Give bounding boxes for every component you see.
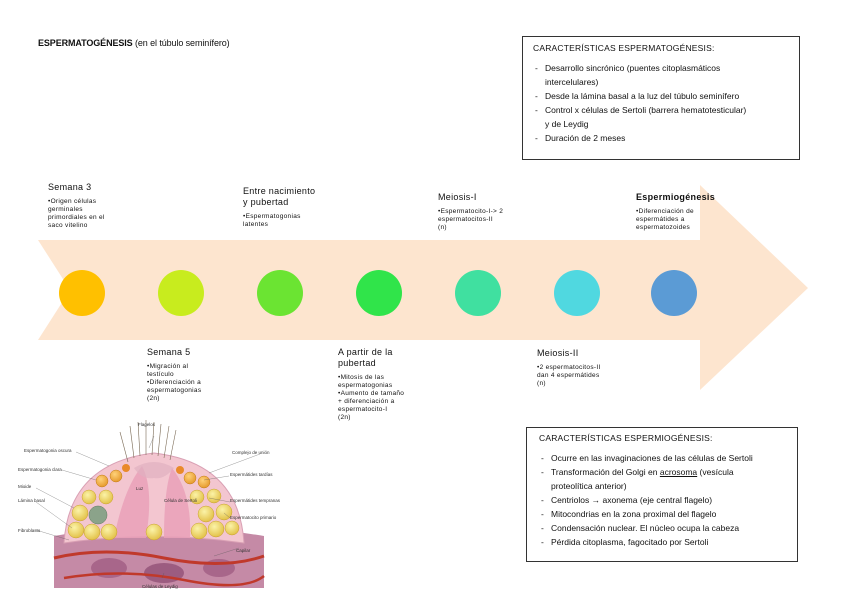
title-sub: (en el túbulo seminífero) <box>135 38 230 48</box>
stage-point: dan 4 espermátides <box>537 372 600 379</box>
illus-label: Espermatocito primario <box>230 515 277 520</box>
stage-heading: Semana 3 <box>48 182 92 192</box>
illus-label: Espermátides tempranas <box>230 498 281 503</box>
illus-label: Espermatogonia oscura <box>24 448 72 453</box>
seminiferous-tubule-illustration <box>14 418 304 596</box>
title-main: ESPERMATOGÉNESIS <box>38 38 133 48</box>
stage-point: (2n) <box>147 395 160 402</box>
illus-label: Células de Leydig <box>142 584 178 589</box>
box-item: - Centriolos → axonema (eje central flagelo) <box>539 493 785 507</box>
illus-label: Capilar <box>236 548 251 553</box>
stage-point: latentes <box>243 221 269 228</box>
stage-heading: Entre nacimiento <box>243 186 316 196</box>
stage-point: •Espermatogonias <box>243 213 301 220</box>
stage-point: espermatocito-I <box>338 406 388 413</box>
box-item: - Duración de 2 meses <box>533 131 789 145</box>
illus-label: Célula de Sertoli <box>164 498 198 503</box>
box-item: - Condensación nuclear. El núcleo ocupa la cabeza <box>539 521 785 535</box>
illus-label: Flagelos <box>138 422 156 427</box>
stage-point: espermatogonias <box>338 382 393 389</box>
stage-heading: Espermiogénesis <box>636 192 716 202</box>
stage-point: •Aumento de tamaño <box>338 390 405 397</box>
stage-point: + diferenciación a <box>338 398 395 405</box>
stage-point: primordiales en el <box>48 214 105 221</box>
stage-point: testículo <box>147 371 174 378</box>
stage-from-puberty <box>338 347 428 422</box>
illus-label: Espermatogonia clara <box>18 467 62 472</box>
box-item <box>539 465 785 493</box>
stage-meiosis-2 <box>537 348 627 388</box>
box-item: - Desde la lámina basal a la luz del túbulo seminífero <box>533 89 789 103</box>
box-item-text: Desarrollo sincrónico (puentes citoplasmáticos <box>545 63 721 73</box>
acrosoma-term: acrosoma <box>659 467 698 477</box>
stage-point: •Diferenciación a <box>147 379 201 386</box>
stage-heading-2: pubertad <box>338 358 376 368</box>
illus-label: Fibroblasto <box>18 528 41 533</box>
stage-espermiogenesis <box>636 192 726 232</box>
stage-circle-5 <box>455 270 501 316</box>
stage-circle-7 <box>651 270 697 316</box>
stage-circle-4 <box>356 270 402 316</box>
box-list <box>533 61 789 145</box>
illus-label: Mioide <box>18 484 32 489</box>
box-item <box>533 103 789 131</box>
stage-point: saco vitelino <box>48 222 88 229</box>
stage-week-5 <box>147 347 237 403</box>
box-espermatogenesis <box>522 36 800 160</box>
stage-heading-2: y pubertad <box>243 197 289 207</box>
box-list <box>539 451 785 549</box>
stage-point: •Origen células <box>48 198 97 205</box>
illus-label: Lámina basal <box>18 498 45 503</box>
box-item-text: y de Leydig <box>545 119 589 129</box>
box-heading: CARACTERÍSTICAS ESPERMIOGÉNESIS: <box>539 433 713 443</box>
stage-birth-to-puberty <box>243 186 333 229</box>
illus-label: Complejo de unión <box>232 450 270 455</box>
box-item-text: (vesícula <box>699 467 734 477</box>
box-item: - Pérdida citoplasma, fagocitado por Sertoli <box>539 535 785 549</box>
box-item-text: proteolítica anterior) <box>551 481 627 491</box>
stage-point: espermátides a <box>636 216 685 223</box>
stage-point: germinales <box>48 206 83 213</box>
stage-meiosis-1 <box>438 192 528 232</box>
stage-point: espermatozoides <box>636 224 690 231</box>
stage-point: (n) <box>438 224 447 231</box>
box-item-text: Control x células de Sertoli (barrera hematotesticular) <box>545 105 747 115</box>
stage-point: (2n) <box>338 414 351 421</box>
box-heading: CARACTERÍSTICAS ESPERMATOGÉNESIS: <box>533 43 715 53</box>
box-item-text: Transformación del Golgi en <box>551 467 658 477</box>
box-item <box>533 61 789 89</box>
stage-circle-6 <box>554 270 600 316</box>
stage-point: •2 espermatocitos-II <box>537 364 601 371</box>
stage-heading: Semana 5 <box>147 347 191 357</box>
stage-circle-3 <box>257 270 303 316</box>
illus-label: Luz <box>136 486 144 491</box>
stage-point: •Diferenciación de <box>636 208 694 215</box>
box-espermiogenesis <box>526 427 798 562</box>
box-item: - Mitocondrias en la zona proximal del flagelo <box>539 507 785 521</box>
stage-heading: Meiosis-II <box>537 348 579 358</box>
stage-point: •Mitosis de las <box>338 374 385 381</box>
stage-point: espermatocitos-II <box>438 216 493 223</box>
stage-heading: A partir de la <box>338 347 393 357</box>
stage-circle-1 <box>59 270 105 316</box>
stage-point: espermatogonias <box>147 387 202 394</box>
stage-heading: Meiosis-I <box>438 192 477 202</box>
stage-circle-2 <box>158 270 204 316</box>
box-item-text: intercelulares) <box>545 77 599 87</box>
box-item: - Ocurre en las invaginaciones de las células de Sertoli <box>539 451 785 465</box>
illus-label: Espermátides tardías <box>230 472 273 477</box>
stage-week-3 <box>48 182 128 230</box>
stage-point: •Migración al <box>147 363 189 370</box>
stage-point: •Espermatocito-I-> 2 <box>438 208 504 215</box>
stage-point: (n) <box>537 380 546 387</box>
